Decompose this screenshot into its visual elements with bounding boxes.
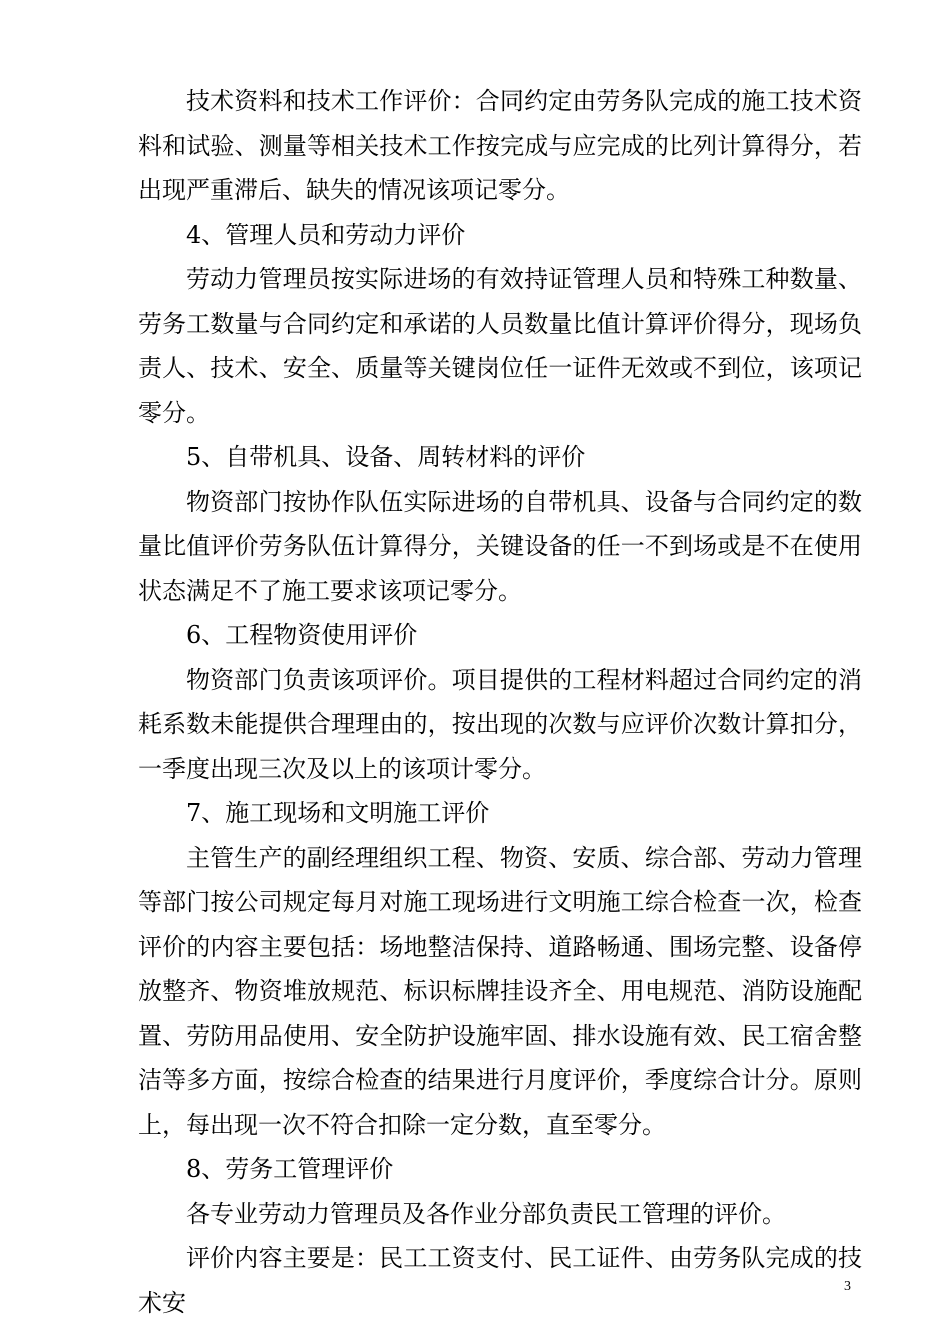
heading-management-labor-evaluation: 4、管理人员和劳动力评价 <box>186 220 466 249</box>
paragraph-materials-usage-evaluation: 物资部门负责该项评价。项目提供的工程材料超过合同约定的消耗系数未能提供合理理由的，按出现的次数与应评价次数计算扣分，一季度出现三次及以上的该项计零分。 <box>138 665 862 783</box>
heading-site-civilized-construction-evaluation: 7、施工现场和文明施工评价 <box>186 799 490 827</box>
paragraph-management-labor-evaluation: 劳动力管理员按实际进场的有效持证管理人员和特殊工种数量、劳务工数量与合同约定和承诺的人员数量比值计算评价得分，现场负责人、技术、安全、质量等关键岗位任一证件无效或不到位，该项记零分。 <box>138 265 862 427</box>
paragraph-equipment-evaluation: 物资部门按协作队伍实际进场的自带机具、设备与合同约定的数量比值评价劳务队伍计算得分，关键设备的任一不到场或是不在使用状态满足不了施工要求该项记零分。 <box>138 487 862 605</box>
document-body <box>138 79 862 1325</box>
heading-labor-management-evaluation: 8、劳务工管理评价 <box>186 1155 394 1183</box>
paragraph-site-civilized-construction-evaluation: 主管生产的副经理组织工程、物资、安质、综合部、劳动力管理等部门按公司规定每月对施工现场进行文明施工综合检查一次，检查评价的内容主要包括：场地整洁保持、道路畅通、围场完整、设备停放整齐、物资堆放规范、标识标牌挂设齐全、用电规范、消防设施配置、劳防用品使用、安全防护设施牢固、排水设施有效、民工宿舍整洁等多方面，按综合检查的结果进行月度评价，季度综合计分。原则上，每出现一次不符合扣除一定分数，直至零分。 <box>138 843 862 1139</box>
paragraph-labor-management-responsibility: 各专业劳动力管理员及各作业分部负责民工管理的评价。 <box>186 1199 786 1228</box>
page-number: 3 <box>844 1279 851 1294</box>
heading-materials-usage-evaluation: 6、工程物资使用评价 <box>186 621 418 649</box>
paragraph-labor-management-content: 评价内容主要是：民工工资支付、民工证件、由劳务队完成的技术安 <box>138 1244 862 1317</box>
paragraph-technical-docs-evaluation: 技术资料和技术工作评价：合同约定由劳务队完成的施工技术资料和试验、测量等相关技术工作按完成与应完成的比列计算得分，若出现严重滞后、缺失的情况该项记零分。 <box>138 87 862 204</box>
heading-equipment-evaluation: 5、自带机具、设备、周转材料的评价 <box>186 443 586 471</box>
